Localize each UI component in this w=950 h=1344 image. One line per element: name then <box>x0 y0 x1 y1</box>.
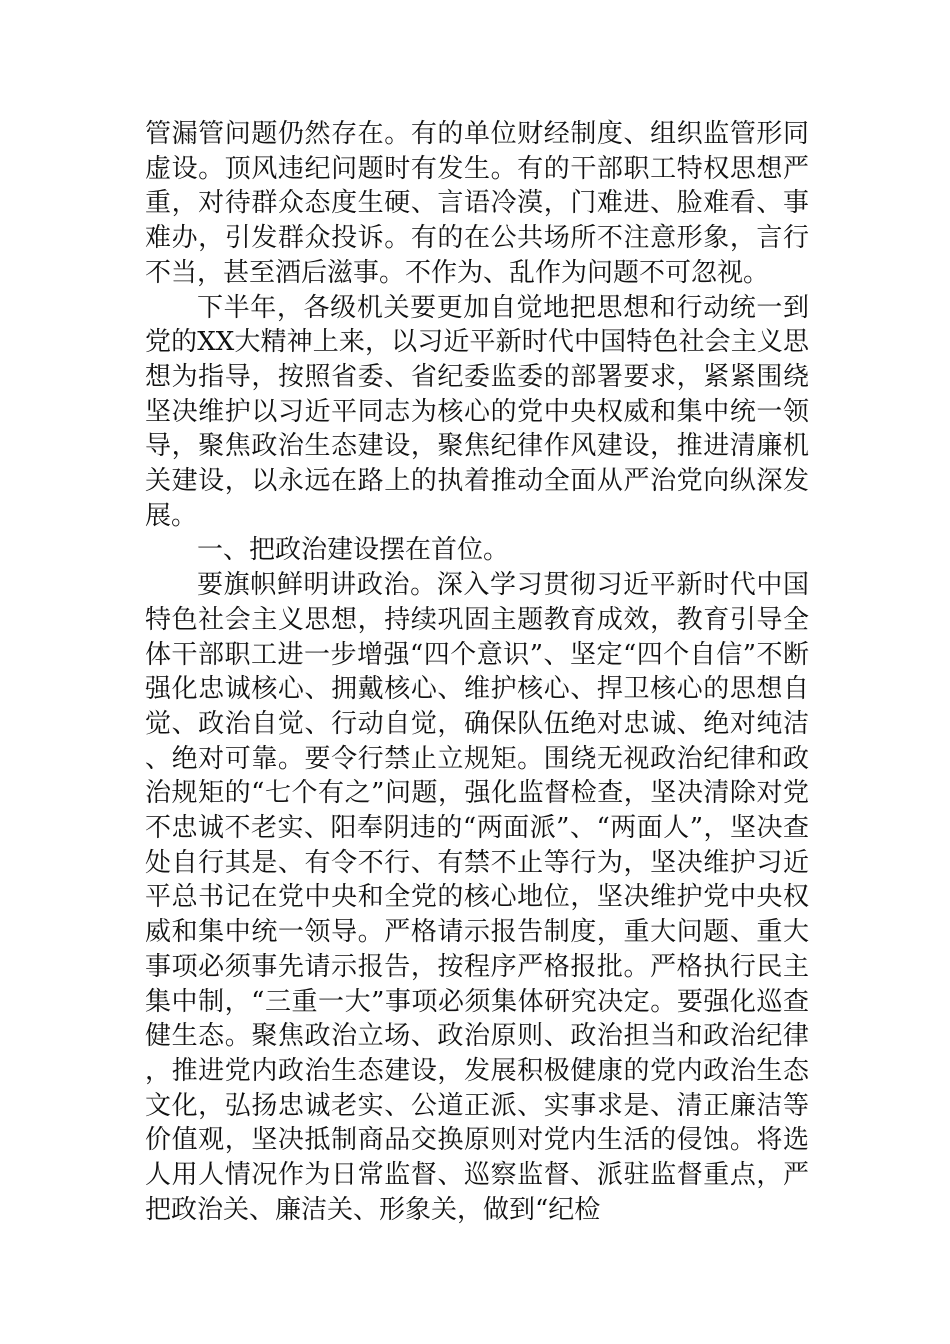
paragraph-political-building: 要旗帜鲜明讲政治。深入学习贯彻习近平新时代中国特色社会主义思想，持续巩固主题教育成效，教育引导全体干部职工进一步增强“四个意识”、坚定“四个自信”不断强化忠诚核心、拥戴核心、维护核心、捍卫核心的思想自觉、政治自觉、行动自觉，确保队伍绝对忠诚、绝对纯洁、绝对可靠。要令行禁止立规矩。围绕无视政治纪律和政治规矩的“七个有之”问题，强化监督检查，坚决清除对党不忠诚不老实、阳奉阴违的“两面派”、“两面人”，坚决查处自行其是、有令不行、有禁不止等行为，坚决维护习近平总书记在党中央和全党的核心地位，坚决维护党中央权威和集中统一领导。严格请示报告制度，重大问题、重大事项必须事先请示报告，按程序严格报批。严格执行民主集中制，“三重一大”事项必须集体研究决定。要强化巡查健生态。聚焦政治立场、政治原则、政治担当和政治纪律，推进党内政治生态建设，发展积极健康的党内政治生态文化，弘扬忠诚老实、公道正派、实事求是、清正廉洁等价值观，坚决抵制商品交换原则对党内生活的侵蚀。将选人用人情况作为日常监督、巡察监督、派驻监督重点，严把政治关、廉洁关、形象关，做到“纪检 <box>145 570 809 1225</box>
paragraph-continued: 管漏管问题仍然存在。有的单位财经制度、组织监管形同虚设。顶风违纪问题时有发生。有的干部职工特权思想严重，对待群众态度生硬、言语冷漠，门难进、脸难看、事难办，引发群众投诉。有的在公共场所不注意形象，言行不当，甚至酒后滋事。不作为、乱作为问题不可忽视。 <box>145 119 809 288</box>
paragraph-second-half-year: 下半年，各级机关要更加自觉地把思想和行动统一到党的XX大精神上来，以习近平新时代中国特色社会主义思想为指导，按照省委、省纪委监委的部署要求，紧紧围绕坚决维护以习近平同志为核心的党中央权威和集中统一领导，聚焦政治生态建设，聚焦纪律作风建设，推进清廉机关建设，以永远在路上的执着推动全面从严治党向纵深发展。 <box>145 292 809 531</box>
section-heading-political-building: 一、把政治建设摆在首位。 <box>197 535 510 566</box>
document-body <box>145 117 809 1228</box>
